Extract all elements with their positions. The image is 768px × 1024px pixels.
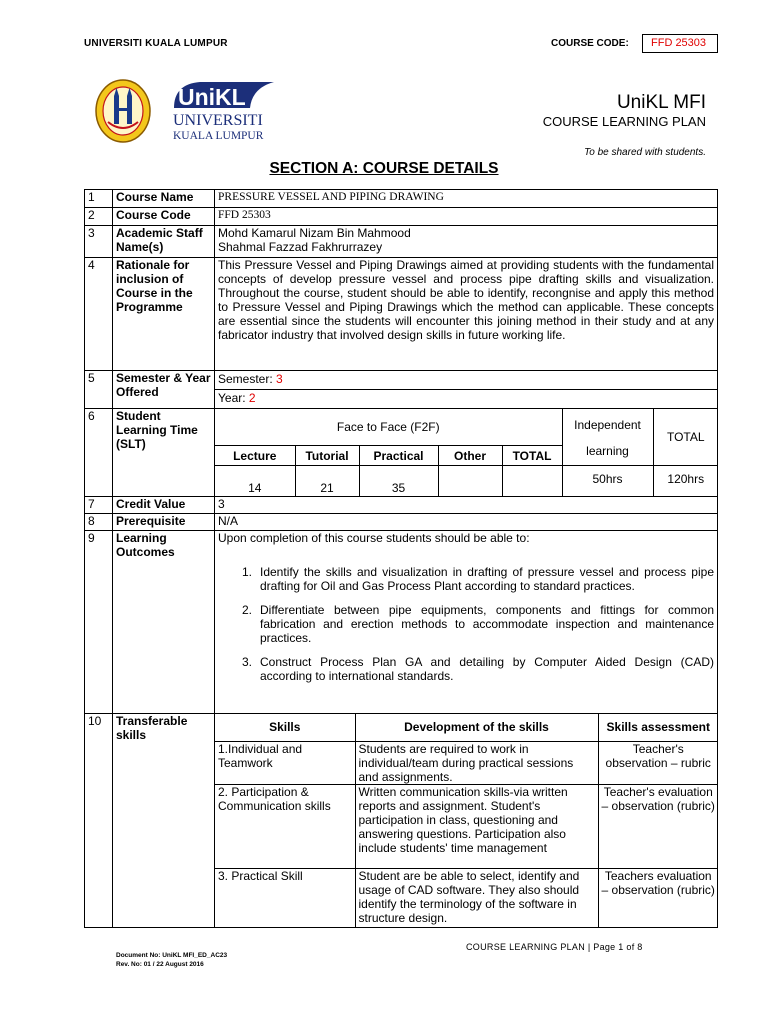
assessment-header: Skills assessment	[598, 714, 718, 742]
course-name-label: Course Name	[113, 190, 215, 208]
row-slt: 6 Student Learning Time (SLT) Face to Face (F2F) Independent learning TOTAL Lecture Tutorial Practical Other TOTAL 14 21 35 50hrs 120hrs	[85, 409, 718, 497]
course-code-label: COURSE CODE:	[551, 38, 629, 49]
course-code-row-value: FFD 25303	[215, 208, 718, 226]
skills-header: Skills	[215, 714, 355, 742]
prerequisite-value: N/A	[215, 513, 718, 530]
tutorial-value: 21	[295, 466, 359, 496]
outcome-item: 2. Differentiate between pipe equipments, components and fittings for common fabrication and erection methods to accommodate inspection and maintenance practices.	[241, 602, 714, 645]
row-prerequisite: 8 Prerequisite N/A	[85, 513, 718, 530]
semester-label: Semester & Year Offered	[113, 371, 215, 409]
learning-outcomes-value: Upon completion of this course students should be able to: 1. Identify the skills and visualization in drafting of pressure vessel and process pipe drafting for Oil and Gas Process Plant according to standard practices. 2. Differentiate between pipe equipments, components and fittings for common fabrication and erection methods to accommodate inspection and maintenance practices. 3. Construct Process Plan GA and detailing by Computer Aided Design (CAD) according to international standards.	[215, 530, 718, 713]
semester-field: Semester: 3	[215, 371, 717, 390]
other-header: Other	[438, 446, 502, 466]
row-semester: 5 Semester & Year Offered Semester: 3 Year: 2	[85, 371, 718, 409]
row-credit-value: 7 Credit Value 3	[85, 496, 718, 513]
unikl-logo-icon	[170, 78, 280, 144]
svg-text:UniKL: UniKL	[178, 84, 246, 110]
row-academic-staff: 3 Academic Staff Name(s) Mohd Kamarul Nizam Bin Mahmood Shahmal Fazzad Fakhrurrazey	[85, 226, 718, 258]
course-details-table	[84, 189, 718, 928]
row-transferable-skills: 10 Transferable skills Skills Development of the skills Skills assessment 1.Individual and Teamwork Students are required to work in individual/team during practical sessions and assignments. Teacher's observation – rubric 2. Participation & Communication skills Written communication skills-via written reports and assignment. Student's participation in class, questioning and answering questions. Participation also include students' time management Teacher's evaluation – observation (rubric) 3. Practical Skill Student are be able to select, identify and usage of CAD software. They also should identify the terminology of the software in structure design. Teachers evaluation – observation (rubric)	[85, 713, 718, 927]
year-field: Year: 2	[218, 391, 256, 405]
course-name-value: PRESSURE VESSEL AND PIPING DRAWING	[215, 190, 718, 208]
row-course-code: 2 Course Code FFD 25303	[85, 208, 718, 226]
total-value: 120hrs	[653, 466, 718, 496]
row-rationale: 4 Rationale for inclusion of Course in the Programme This Pressure Vessel and Piping Drawings aimed at providing students with the fundamental concepts of develop pressure vessel and process pipe drafting skills and visualization. Throughout the course, student should be able to identify, recongnise and apply this method to Pressure Vessel and Piping Drawings which the method can applicable. These concepts are essential since the students will encounter this joining method in their study and at any fabricator industry that involved design skills in future working life.	[85, 258, 718, 371]
svg-text:UNIVERSITI: UNIVERSITI	[173, 112, 263, 129]
course-code-box: FFD 25303	[642, 34, 718, 53]
course-code-row-label: Course Code	[113, 208, 215, 226]
outcome-item: 1. Identify the skills and visualization in drafting of pressure vessel and process pipe drafting for Oil and Gas Process Plant according to standard practices.	[241, 564, 714, 593]
svg-text:KUALA LUMPUR: KUALA LUMPUR	[173, 130, 264, 142]
row-course-name: 1 Course Name PRESSURE VESSEL AND PIPING DRAWING	[85, 190, 718, 208]
skill-row: 2. Participation & Communication skills Written communication skills-via written reports and assignment. Student's participation in class, questioning and answering questions. Participation also include students' time management Teacher's evaluation – observation (rubric)	[215, 785, 718, 869]
practical-header: Practical	[359, 446, 438, 466]
independent-value: 50hrs	[562, 466, 653, 496]
prerequisite-label: Prerequisite	[113, 513, 215, 530]
unikl-logo	[170, 78, 280, 144]
credit-value-label: Credit Value	[113, 496, 215, 513]
credit-value: 3	[215, 496, 718, 513]
shared-note: To be shared with students.	[584, 147, 706, 158]
practical-value: 35	[359, 466, 438, 496]
other-value	[438, 466, 502, 496]
rationale-value: This Pressure Vessel and Piping Drawings aimed at providing students with the fundamental concepts of develop pressure vessel and process pipe drafting skills and visualization. Throughout the course, student should be able to identify, recongnise and apply this method to Pressure Vessel and Piping Drawings which the method can applicable. These concepts are essential since the students will encounter this joining method in their study and at any fabricator industry that involved design skills in future working life.	[215, 258, 718, 371]
f2f-header: Face to Face (F2F)	[215, 409, 562, 446]
academic-staff-value: Mohd Kamarul Nizam Bin Mahmood Shahmal Fazzad Fakhrurrazey	[215, 226, 718, 258]
page-footer: COURSE LEARNING PLAN | Page 1 of 8	[466, 942, 643, 952]
skill-row: 1.Individual and Teamwork Students are required to work in individual/team during practical sessions and assignments. Teacher's observation – rubric	[215, 742, 718, 785]
rationale-label: Rationale for inclusion of Course in the Programme	[113, 258, 215, 371]
development-header: Development of the skills	[355, 714, 598, 742]
document-subtitle: COURSE LEARNING PLAN	[542, 114, 706, 129]
university-seal-icon	[94, 78, 152, 144]
row-learning-outcomes: 9 Learning Outcomes Upon completion of this course students should be able to: 1. Identify the skills and visualization in drafting of pressure vessel and process pipe drafting for Oil and Gas Process Plant according to standard practices. 2. Differentiate between pipe equipments, components and fittings for common fabrication and erection methods to accommodate inspection and maintenance practices. 3. Construct Process Plan GA and detailing by Computer Aided Design (CAD) according to international standards.	[85, 530, 718, 713]
f2f-total-value	[502, 466, 562, 496]
f2f-total-header: TOTAL	[502, 446, 562, 466]
skills-table	[215, 714, 718, 927]
academic-staff-label: Academic Staff Name(s)	[113, 226, 215, 258]
section-title: SECTION A: COURSE DETAILS	[269, 160, 499, 177]
tutorial-header: Tutorial	[295, 446, 359, 466]
university-name: UNIVERSITI KUALA LUMPUR	[84, 38, 228, 49]
independent-header: Independent learning	[562, 409, 653, 466]
outcome-item: 3. Construct Process Plan GA and detailing by Computer Aided Design (CAD) according to international standards.	[241, 654, 714, 683]
skill-row: 3. Practical Skill Student are be able to select, identify and usage of CAD software. They also should identify the terminology of the software in structure design. Teachers evaluation – observation (rubric)	[215, 869, 718, 927]
document-title: UniKL MFI	[616, 92, 706, 113]
slt-label: Student Learning Time (SLT)	[113, 409, 215, 497]
lecture-value: 14	[215, 466, 295, 496]
slt-table	[215, 409, 718, 496]
lecture-header: Lecture	[215, 446, 295, 466]
transferable-skills-label: Transferable skills	[113, 713, 215, 927]
learning-outcomes-label: Learning Outcomes	[113, 530, 215, 713]
total-header: TOTAL	[653, 409, 718, 466]
outcomes-list	[218, 565, 714, 683]
document-number: Document No: UniKL MFI_ED_AC23 Rev. No: 01 / 22 August 2016	[116, 952, 228, 968]
